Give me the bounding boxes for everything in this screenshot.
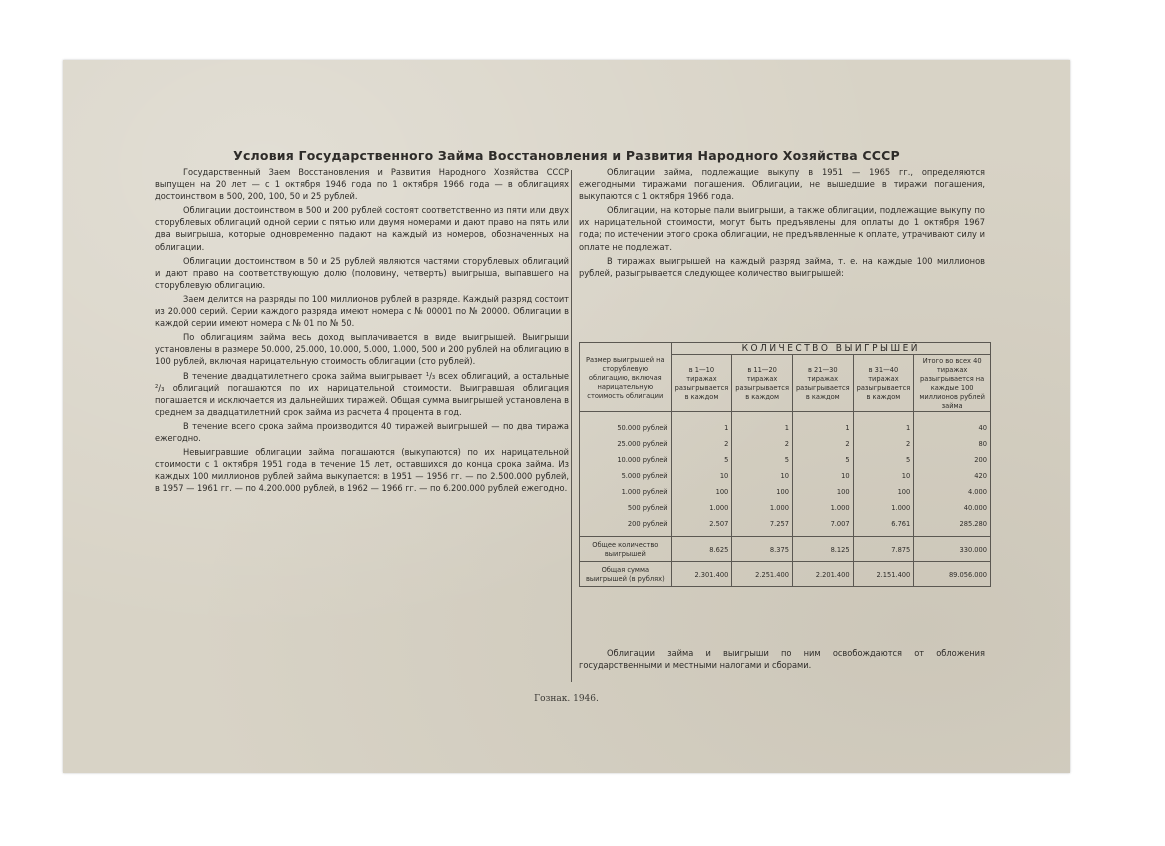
paragraph: Облигации займа и выигрыши по ним освобождаются от обложения государственными и местными налогами и сборами.: [579, 648, 985, 672]
cell-value: 5: [671, 451, 732, 467]
table-column-header: Итого во всех 40 тиражах разыгрывается на каждые 100 миллионов рублей займа: [914, 355, 991, 412]
cell-value: 1.000: [792, 499, 853, 515]
cell-value: 2: [792, 435, 853, 451]
cell-value: 1: [732, 412, 793, 436]
row-label: Общая сумма выигрышей (в рублях): [580, 562, 672, 587]
cell-value: 2: [732, 435, 793, 451]
cell-value: 4.000: [914, 483, 991, 499]
paragraph: Облигации достоинством в 50 и 25 рублей являются частями сторублевых облигаций и дают право на соответствующую долю (половину, четверть) выигрыша, выпавшего на сторублевую облигацию.: [155, 255, 569, 291]
table-row: [580, 515, 991, 537]
cell-value: 1.000: [853, 499, 914, 515]
cell-value: 2.251.400: [732, 562, 793, 587]
paragraph: По облигациям займа весь доход выплачивается в виде выигрышей. Выигрыши установлены в размере 50.000, 25.000, 10.000, 5.000, 1.000, 500 и 200 рублей на облигацию в 100 рублей, включая нарицательную стоимость облигации (сто рублей).: [155, 332, 569, 368]
table-row: [580, 499, 991, 515]
cell-value: 40: [914, 412, 991, 436]
table-column-header: в 21—30 тиражах разыгрывается в каждом: [792, 355, 853, 412]
table-total-count-row: [580, 537, 991, 562]
cell-value: 1: [671, 412, 732, 436]
cell-value: 2.301.400: [671, 562, 732, 587]
document-title: Условия Государственного Займа Восстановления и Развития Народного Хозяйства СССР: [233, 148, 900, 163]
cell-value: 2: [671, 435, 732, 451]
cell-value: 10: [853, 467, 914, 483]
cell-value: 5: [853, 451, 914, 467]
cell-value: 100: [671, 483, 732, 499]
cell-value: 7.257: [732, 515, 793, 537]
cell-value: 8.625: [671, 537, 732, 562]
table-row: [580, 412, 991, 436]
cell-value: 5: [792, 451, 853, 467]
row-label: 500 рублей: [580, 499, 672, 515]
paragraph: Облигации займа, подлежащие выкупу в 1951 — 1965 гг., определяются ежегодными тиражами погашения. Облигации, не вышедшие в тиражи погашения, выкупаются с 1 октября 1966 года.: [579, 167, 985, 203]
table-row: [580, 451, 991, 467]
cell-value: 100: [853, 483, 914, 499]
cell-value: 2.507: [671, 515, 732, 537]
cell-value: 2.201.400: [792, 562, 853, 587]
cell-value: 330.000: [914, 537, 991, 562]
cell-value: 1.000: [732, 499, 793, 515]
table-row: [580, 467, 991, 483]
cell-value: 100: [732, 483, 793, 499]
row-label: 200 рублей: [580, 515, 672, 537]
cell-value: 1: [792, 412, 853, 436]
cell-value: 285.280: [914, 515, 991, 537]
left-column-text: [155, 167, 569, 497]
paragraph: В течение двадцатилетнего срока займа выигрывает ¹/₃ всех облигаций, а остальные ²/₃ облигаций погашаются по их нарицательной стоимости. Выигравшая облигация погашается и исключается из дальнейших тиражей. Общая сумма выигрышей установлена в среднем за двадцатилетний срок займа из расчета 4 процента в год.: [155, 370, 569, 418]
cell-value: 200: [914, 451, 991, 467]
bond-back-sheet: [63, 60, 1070, 773]
row-label: 10.000 рублей: [580, 451, 672, 467]
cell-value: 2.151.400: [853, 562, 914, 587]
cell-value: 10: [671, 467, 732, 483]
table-group-header: КОЛИЧЕСТВО ВЫИГРЫШЕЙ: [671, 343, 990, 355]
cell-value: 420: [914, 467, 991, 483]
cell-value: 100: [792, 483, 853, 499]
row-label: 1.000 рублей: [580, 483, 672, 499]
cell-value: 8.125: [792, 537, 853, 562]
paragraph: Невыигравшие облигации займа погашаются (выкупаются) по их нарицательной стоимости с 1 октября 1951 года в течение 15 лет, оставшихся до конца срока займа. Из каждых 100 миллионов рублей займа выкупается: в 1951 — 1956 гг. — по 2.500.000 рублей, в 1957 — 1961 гг. — по 4.200.000 рублей, в 1962 — 1966 гг. — по 6.200.000 рублей ежегодно.: [155, 447, 569, 495]
column-divider: [571, 170, 572, 682]
table-column-header: в 31—40 тиражах разыгрывается в каждом: [853, 355, 914, 412]
cell-value: 7.007: [792, 515, 853, 537]
cell-value: 10: [732, 467, 793, 483]
row-label: 50.000 рублей: [580, 412, 672, 436]
table-column-header: в 11—20 тиражах разыгрывается в каждом: [732, 355, 793, 412]
table-row: [580, 483, 991, 499]
table-column-header: в 1—10 тиражах разыгрывается в каждом: [671, 355, 732, 412]
cell-value: 1: [853, 412, 914, 436]
prize-table: [579, 342, 991, 587]
cell-value: 80: [914, 435, 991, 451]
cell-value: 89.056.000: [914, 562, 991, 587]
cell-value: 1.000: [671, 499, 732, 515]
paragraph: Заем делится на разряды по 100 миллионов рублей в разряде. Каждый разряд состоит из 20.000 серий. Серии каждого разряда имеют номера с № 00001 по № 20000. Облигации в каждой серии имеют номера с № 01 по № 50.: [155, 293, 569, 330]
row-label: Общее количество выигрышей: [580, 537, 672, 562]
printer-imprint: Гознак. 1946.: [534, 694, 599, 704]
cell-value: 6.761: [853, 515, 914, 537]
cell-value: 10: [792, 467, 853, 483]
paragraph: Облигации достоинством в 500 и 200 рублей состоят соответственно из пяти или двух сторублевых облигаций одной серии с пятью или двумя номерами и дают право на пять или два выигрыша, которые одновременно падают на каждый из номеров, обозначенных на облигации.: [155, 205, 569, 253]
paragraph: В тиражах выигрышей на каждый разряд займа, т. е. на каждые 100 миллионов рублей, разыгрывается следующее количество выигрышей:: [579, 255, 985, 279]
right-column-text: [579, 167, 985, 282]
cell-value: 2: [853, 435, 914, 451]
paragraph: Государственный Заем Восстановления и Развития Народного Хозяйства СССР выпущен на 20 лет — с 1 октября 1946 года по 1 октября 1966 года — в облигациях достоинством в 500, 200, 100, 50 и 25 рублей.: [155, 167, 569, 203]
cell-value: 8.375: [732, 537, 793, 562]
table-corner-header: Размер выигрышей на сторублевую облигацию, включая нарицательную стоимость облигации: [580, 343, 672, 412]
table-row: [580, 435, 991, 451]
cell-value: 7.875: [853, 537, 914, 562]
row-label: 5.000 рублей: [580, 467, 672, 483]
paragraph: Облигации, на которые пали выигрыши, а также облигации, подлежащие выкупу по их нарицательной стоимости, могут быть предъявлены для оплаты до 1 октября 1967 года; по истечении этого срока облигации, не предъявленные к оплате, утрачивают силу и оплате не подлежат.: [579, 205, 985, 253]
tax-exemption-note: [579, 648, 985, 672]
cell-value: 40.000: [914, 499, 991, 515]
cell-value: 5: [732, 451, 793, 467]
table-total-sum-row: [580, 562, 991, 587]
row-label: 25.000 рублей: [580, 435, 672, 451]
paragraph: В течение всего срока займа производится 40 тиражей выигрышей — по два тиража ежегодно.: [155, 420, 569, 444]
